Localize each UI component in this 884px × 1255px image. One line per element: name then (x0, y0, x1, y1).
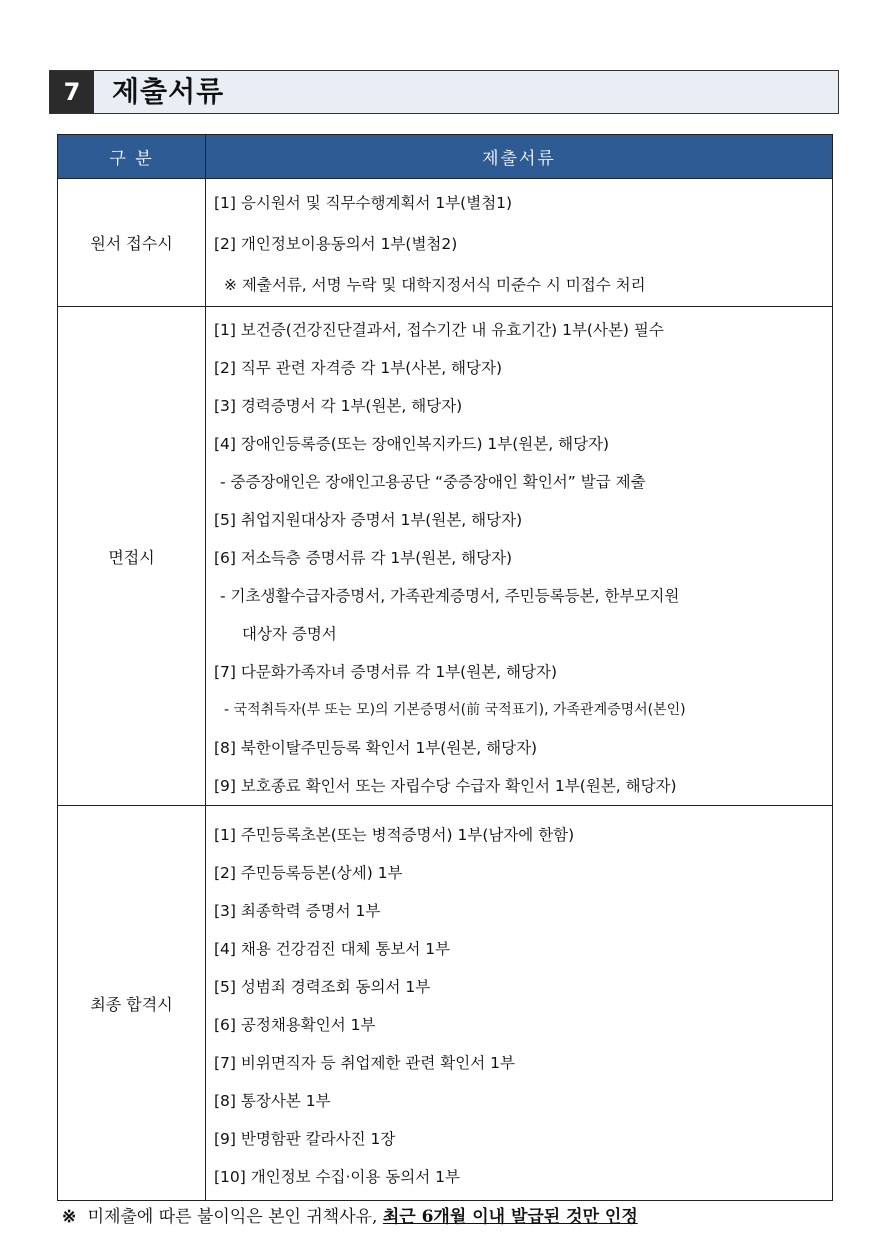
reference-mark: ※ (62, 1207, 77, 1227)
list-item: [6] 공정채용확인서 1부 (214, 1016, 376, 1034)
section-title: 제출서류 (112, 75, 225, 108)
list-item: [10] 개인정보 수집·이용 동의서 1부 (214, 1168, 460, 1186)
list-item: [3] 최종학력 증명서 1부 (214, 902, 381, 920)
list-item: [5] 취업지원대상자 증명서 1부(원본, 해당자) (214, 511, 523, 529)
header-category: 구 분 (58, 135, 206, 179)
list-item: [2] 개인정보이용동의서 1부(별첨2) (214, 235, 458, 253)
category-application: 원서 접수시 (58, 179, 206, 307)
table-row-interview (58, 307, 833, 806)
category-final: 최종 합격시 (58, 806, 206, 1201)
items-interview (206, 307, 833, 806)
list-item: [8] 북한이탈주민등록 확인서 1부(원본, 해당자) (214, 739, 538, 757)
list-item: [9] 보호종료 확인서 또는 자립수당 수급자 확인서 1부(원본, 해당자) (214, 777, 677, 795)
list-item: [4] 장애인등록증(또는 장애인복지카드) 1부(원본, 해당자) (214, 435, 610, 453)
list-item-sub: - 중증장애인은 장애인고용공단 “중증장애인 확인서” 발급 제출 (220, 473, 646, 491)
list-item: [1] 주민등록초본(또는 병적증명서) 1부(남자에 한함) (214, 826, 575, 844)
items-final (206, 806, 833, 1201)
table-row-application (58, 179, 833, 307)
list-item: [2] 직무 관련 자격증 각 1부(사본, 해당자) (214, 359, 503, 377)
list-item: [4] 채용 건강검진 대체 통보서 1부 (214, 940, 451, 958)
list-item: [9] 반명함판 칼라사진 1장 (214, 1130, 396, 1148)
category-interview: 면접시 (58, 307, 206, 806)
section-header (49, 70, 839, 114)
documents-table (57, 134, 833, 1201)
list-item: [1] 응시원서 및 직무수행계획서 1부(별첨1) (214, 194, 513, 212)
list-item: [3] 경력증명서 각 1부(원본, 해당자) (214, 397, 463, 415)
list-item: [8] 통장사본 1부 (214, 1092, 331, 1110)
list-item-sub: - 국적취득자(부 또는 모)의 기본증명서(前 국적표기), 가족관계증명서(본인) (224, 702, 686, 718)
footnote-text: 미제출에 따른 불이익은 본인 귀책사유, (87, 1207, 378, 1227)
list-item: [6] 저소득층 증명서류 각 1부(원본, 해당자) (214, 549, 513, 567)
list-item-note: ※ 제출서류, 서명 누락 및 대학지정서식 미준수 시 미접수 처리 (224, 276, 646, 294)
list-item: [7] 비위면직자 등 취업제한 관련 확인서 1부 (214, 1054, 515, 1072)
list-item: [7] 다문화가족자녀 증명서류 각 1부(원본, 해당자) (214, 663, 557, 681)
footnote (62, 1200, 842, 1234)
section-number: 7 (50, 71, 94, 113)
table-header-row (58, 135, 833, 179)
footnote-emphasis: 최근 6개월 이내 발급된 것만 인정 (382, 1207, 638, 1227)
list-item-sub: - 기초생활수급자증명서, 가족관계증명서, 주민등록등본, 한부모지원 (220, 587, 680, 605)
list-item-sub: 대상자 증명서 (242, 625, 337, 643)
table-row-final (58, 806, 833, 1201)
list-item: [1] 보건증(건강진단결과서, 접수기간 내 유효기간) 1부(사본) 필수 (214, 321, 664, 339)
items-application (206, 179, 833, 307)
header-documents: 제출서류 (206, 135, 833, 179)
list-item: [2] 주민등록등본(상세) 1부 (214, 864, 403, 882)
list-item: [5] 성범죄 경력조회 동의서 1부 (214, 978, 431, 996)
